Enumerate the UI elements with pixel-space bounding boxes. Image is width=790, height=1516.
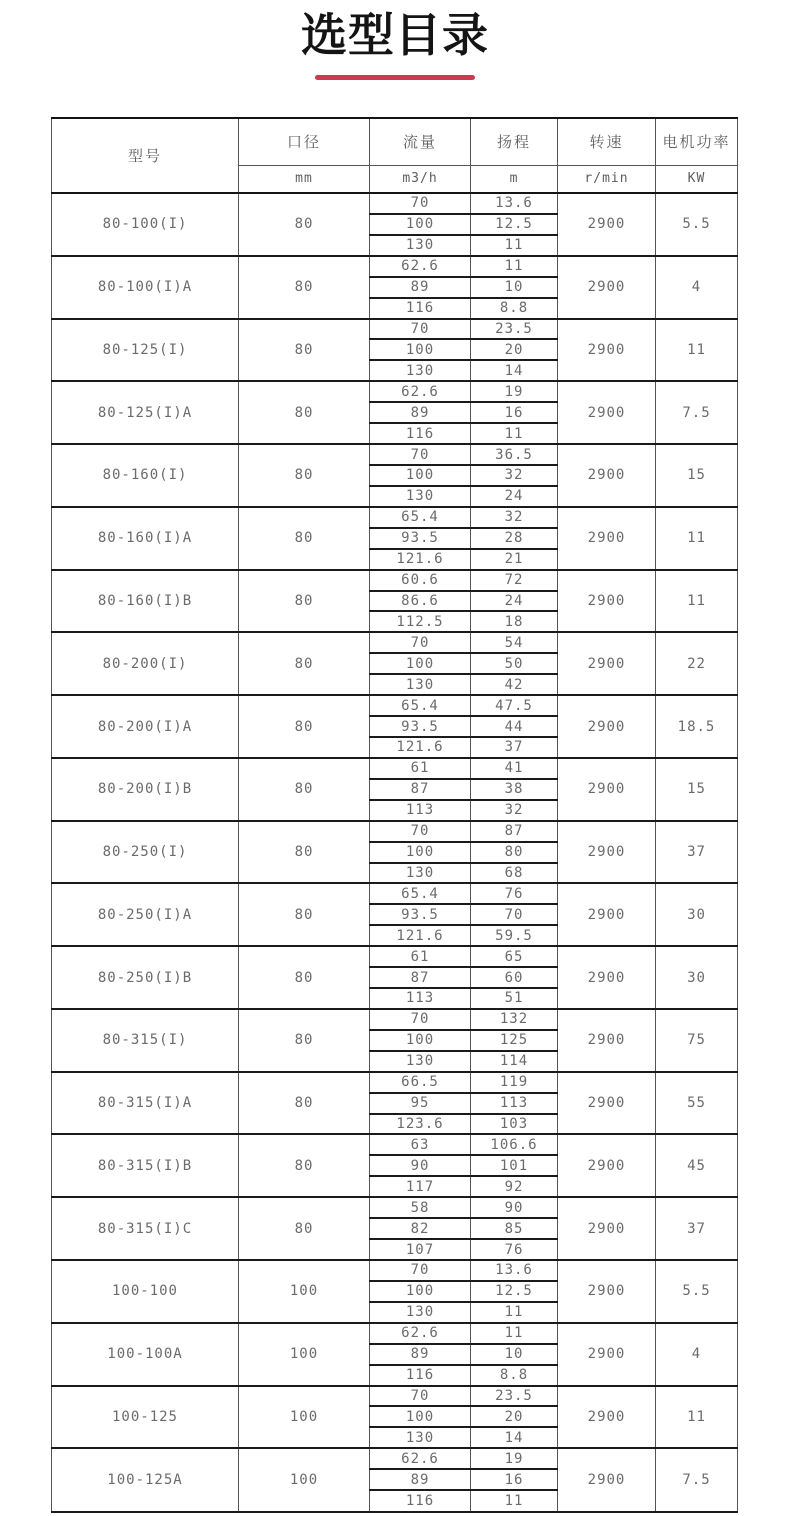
selection-catalog-table <box>51 117 738 1513</box>
head-cell: 28 <box>471 528 558 549</box>
speed-cell: 2900 <box>558 1448 656 1512</box>
diameter-cell: 80 <box>239 1197 370 1260</box>
head-cell: 87 <box>471 821 558 842</box>
speed-cell: 2900 <box>558 758 656 821</box>
flow-cell: 93.5 <box>370 716 471 737</box>
head-cell: 80 <box>471 842 558 863</box>
flow-cell: 89 <box>370 1344 471 1365</box>
head-cell: 21 <box>471 549 558 570</box>
table-row <box>52 1072 738 1093</box>
head-cell: 20 <box>471 1406 558 1427</box>
diameter-cell: 80 <box>239 758 370 821</box>
speed-cell: 2900 <box>558 1134 656 1197</box>
model-cell: 100-100A <box>52 1323 239 1386</box>
head-cell: 8.8 <box>471 1365 558 1386</box>
speed-cell: 2900 <box>558 821 656 884</box>
column-header-diameter: 口径 <box>239 118 370 165</box>
head-cell: 60 <box>471 967 558 988</box>
table-row <box>52 758 738 779</box>
flow-cell: 60.6 <box>370 570 471 591</box>
head-cell: 72 <box>471 570 558 591</box>
model-cell: 100-100 <box>52 1260 239 1323</box>
head-cell: 90 <box>471 1197 558 1218</box>
head-cell: 20 <box>471 339 558 360</box>
speed-cell: 2900 <box>558 319 656 382</box>
head-cell: 92 <box>471 1176 558 1197</box>
flow-cell: 70 <box>370 444 471 465</box>
flow-cell: 117 <box>370 1176 471 1197</box>
head-cell: 24 <box>471 486 558 507</box>
diameter-cell: 80 <box>239 1009 370 1072</box>
flow-cell: 112.5 <box>370 611 471 632</box>
flow-cell: 87 <box>370 779 471 800</box>
flow-cell: 121.6 <box>370 549 471 570</box>
power-cell: 7.5 <box>656 1448 738 1512</box>
unit-power: KW <box>656 165 738 193</box>
diameter-cell: 80 <box>239 946 370 1009</box>
table-row <box>52 193 738 214</box>
table-row <box>52 507 738 528</box>
flow-cell: 62.6 <box>370 1323 471 1344</box>
flow-cell: 66.5 <box>370 1072 471 1093</box>
power-cell: 22 <box>656 632 738 695</box>
diameter-cell: 80 <box>239 381 370 444</box>
head-cell: 103 <box>471 1114 558 1135</box>
head-cell: 36.5 <box>471 444 558 465</box>
flow-cell: 89 <box>370 1469 471 1490</box>
power-cell: 11 <box>656 507 738 570</box>
flow-cell: 61 <box>370 946 471 967</box>
flow-cell: 93.5 <box>370 904 471 925</box>
flow-cell: 100 <box>370 465 471 486</box>
model-cell: 80-160(I)A <box>52 507 239 570</box>
page-title: 选型目录 <box>301 8 489 62</box>
flow-cell: 62.6 <box>370 381 471 402</box>
power-cell: 37 <box>656 1197 738 1260</box>
head-cell: 101 <box>471 1155 558 1176</box>
speed-cell: 2900 <box>558 381 656 444</box>
head-cell: 113 <box>471 1093 558 1114</box>
speed-cell: 2900 <box>558 632 656 695</box>
head-cell: 70 <box>471 904 558 925</box>
flow-cell: 61 <box>370 758 471 779</box>
head-cell: 51 <box>471 988 558 1009</box>
power-cell: 30 <box>656 883 738 946</box>
head-cell: 10 <box>471 1344 558 1365</box>
head-cell: 12.5 <box>471 214 558 235</box>
diameter-cell: 80 <box>239 507 370 570</box>
speed-cell: 2900 <box>558 507 656 570</box>
power-cell: 30 <box>656 946 738 1009</box>
table-row <box>52 1386 738 1407</box>
unit-flow: m3/h <box>370 165 471 193</box>
model-cell: 80-160(I) <box>52 444 239 507</box>
table-row <box>52 883 738 904</box>
power-cell: 7.5 <box>656 381 738 444</box>
flow-cell: 82 <box>370 1218 471 1239</box>
diameter-cell: 80 <box>239 695 370 758</box>
head-cell: 47.5 <box>471 695 558 716</box>
model-cell: 80-125(I) <box>52 319 239 382</box>
model-cell: 80-100(I) <box>52 193 239 256</box>
flow-cell: 70 <box>370 1009 471 1030</box>
table-row <box>52 1323 738 1344</box>
model-cell: 100-125A <box>52 1448 239 1512</box>
model-cell: 80-315(I) <box>52 1009 239 1072</box>
model-cell: 80-200(I)B <box>52 758 239 821</box>
diameter-cell: 100 <box>239 1323 370 1386</box>
diameter-cell: 80 <box>239 883 370 946</box>
column-header-speed: 转速 <box>558 118 656 165</box>
diameter-cell: 100 <box>239 1448 370 1512</box>
flow-cell: 130 <box>370 1427 471 1448</box>
table-row <box>52 1197 738 1218</box>
diameter-cell: 80 <box>239 256 370 319</box>
head-cell: 125 <box>471 1030 558 1051</box>
power-cell: 75 <box>656 1009 738 1072</box>
power-cell: 4 <box>656 256 738 319</box>
model-cell: 80-250(I) <box>52 821 239 884</box>
speed-cell: 2900 <box>558 1323 656 1386</box>
diameter-cell: 80 <box>239 570 370 633</box>
flow-cell: 100 <box>370 842 471 863</box>
head-cell: 8.8 <box>471 298 558 319</box>
flow-cell: 70 <box>370 319 471 340</box>
unit-diameter: mm <box>239 165 370 193</box>
diameter-cell: 80 <box>239 632 370 695</box>
flow-cell: 65.4 <box>370 695 471 716</box>
head-cell: 18 <box>471 611 558 632</box>
flow-cell: 130 <box>370 360 471 381</box>
flow-cell: 121.6 <box>370 925 471 946</box>
table-header <box>52 118 738 193</box>
speed-cell: 2900 <box>558 1197 656 1260</box>
head-cell: 41 <box>471 758 558 779</box>
model-cell: 80-200(I) <box>52 632 239 695</box>
head-cell: 68 <box>471 863 558 884</box>
head-cell: 11 <box>471 1490 558 1512</box>
head-cell: 11 <box>471 1302 558 1323</box>
flow-cell: 70 <box>370 1260 471 1281</box>
head-cell: 132 <box>471 1009 558 1030</box>
speed-cell: 2900 <box>558 256 656 319</box>
column-header-power: 电机功率 <box>656 118 738 165</box>
head-cell: 23.5 <box>471 319 558 340</box>
head-cell: 54 <box>471 632 558 653</box>
flow-cell: 116 <box>370 1490 471 1512</box>
model-cell: 80-315(I)A <box>52 1072 239 1135</box>
power-cell: 4 <box>656 1323 738 1386</box>
model-cell: 80-315(I)B <box>52 1134 239 1197</box>
power-cell: 45 <box>656 1134 738 1197</box>
speed-cell: 2900 <box>558 1386 656 1449</box>
power-cell: 11 <box>656 1386 738 1449</box>
flow-cell: 113 <box>370 988 471 1009</box>
flow-cell: 130 <box>370 863 471 884</box>
head-cell: 19 <box>471 381 558 402</box>
flow-cell: 116 <box>370 423 471 444</box>
diameter-cell: 100 <box>239 1386 370 1449</box>
flow-cell: 130 <box>370 1302 471 1323</box>
model-cell: 80-160(I)B <box>52 570 239 633</box>
flow-cell: 65.4 <box>370 507 471 528</box>
flow-cell: 62.6 <box>370 1448 471 1469</box>
flow-cell: 116 <box>370 298 471 319</box>
head-cell: 16 <box>471 402 558 423</box>
head-cell: 37 <box>471 737 558 758</box>
flow-cell: 130 <box>370 674 471 695</box>
head-cell: 13.6 <box>471 193 558 214</box>
head-cell: 32 <box>471 800 558 821</box>
table-row <box>52 444 738 465</box>
diameter-cell: 80 <box>239 1134 370 1197</box>
table-row <box>52 632 738 653</box>
flow-cell: 70 <box>370 193 471 214</box>
flow-cell: 100 <box>370 1406 471 1427</box>
power-cell: 15 <box>656 444 738 507</box>
head-cell: 106.6 <box>471 1134 558 1155</box>
unit-speed: r/min <box>558 165 656 193</box>
table-row <box>52 256 738 277</box>
flow-cell: 87 <box>370 967 471 988</box>
column-header-flow: 流量 <box>370 118 471 165</box>
flow-cell: 121.6 <box>370 737 471 758</box>
flow-cell: 130 <box>370 486 471 507</box>
power-cell: 15 <box>656 758 738 821</box>
head-cell: 38 <box>471 779 558 800</box>
table-row <box>52 821 738 842</box>
flow-cell: 100 <box>370 339 471 360</box>
head-cell: 59.5 <box>471 925 558 946</box>
flow-cell: 70 <box>370 632 471 653</box>
speed-cell: 2900 <box>558 946 656 1009</box>
model-cell: 100-125 <box>52 1386 239 1449</box>
speed-cell: 2900 <box>558 1260 656 1323</box>
diameter-cell: 80 <box>239 821 370 884</box>
speed-cell: 2900 <box>558 883 656 946</box>
diameter-cell: 80 <box>239 193 370 256</box>
head-cell: 50 <box>471 653 558 674</box>
speed-cell: 2900 <box>558 570 656 633</box>
flow-cell: 65.4 <box>370 883 471 904</box>
table-row <box>52 1260 738 1281</box>
model-cell: 80-315(I)C <box>52 1197 239 1260</box>
power-cell: 55 <box>656 1072 738 1135</box>
head-cell: 76 <box>471 883 558 904</box>
flow-cell: 123.6 <box>370 1114 471 1135</box>
table-row <box>52 381 738 402</box>
header-name-row <box>52 118 738 165</box>
diameter-cell: 100 <box>239 1260 370 1323</box>
column-header-model: 型号 <box>52 118 239 193</box>
speed-cell: 2900 <box>558 444 656 507</box>
flow-cell: 113 <box>370 800 471 821</box>
speed-cell: 2900 <box>558 1009 656 1072</box>
head-cell: 114 <box>471 1051 558 1072</box>
table-row <box>52 1448 738 1469</box>
column-header-head: 扬程 <box>471 118 558 165</box>
model-cell: 80-200(I)A <box>52 695 239 758</box>
head-cell: 42 <box>471 674 558 695</box>
flow-cell: 107 <box>370 1239 471 1260</box>
flow-cell: 116 <box>370 1365 471 1386</box>
head-cell: 19 <box>471 1448 558 1469</box>
power-cell: 37 <box>656 821 738 884</box>
flow-cell: 62.6 <box>370 256 471 277</box>
head-cell: 12.5 <box>471 1281 558 1302</box>
speed-cell: 2900 <box>558 1072 656 1135</box>
flow-cell: 100 <box>370 214 471 235</box>
model-cell: 80-125(I)A <box>52 381 239 444</box>
head-cell: 85 <box>471 1218 558 1239</box>
head-cell: 14 <box>471 360 558 381</box>
flow-cell: 89 <box>370 402 471 423</box>
head-cell: 13.6 <box>471 1260 558 1281</box>
diameter-cell: 80 <box>239 444 370 507</box>
speed-cell: 2900 <box>558 193 656 256</box>
flow-cell: 93.5 <box>370 528 471 549</box>
model-cell: 80-250(I)A <box>52 883 239 946</box>
flow-cell: 100 <box>370 1030 471 1051</box>
head-cell: 44 <box>471 716 558 737</box>
model-cell: 80-100(I)A <box>52 256 239 319</box>
model-cell: 80-250(I)B <box>52 946 239 1009</box>
flow-cell: 90 <box>370 1155 471 1176</box>
head-cell: 11 <box>471 256 558 277</box>
power-cell: 5.5 <box>656 193 738 256</box>
table-row <box>52 695 738 716</box>
head-cell: 24 <box>471 591 558 612</box>
power-cell: 5.5 <box>656 1260 738 1323</box>
table-row <box>52 319 738 340</box>
power-cell: 18.5 <box>656 695 738 758</box>
flow-cell: 70 <box>370 1386 471 1407</box>
table-row <box>52 1134 738 1155</box>
head-cell: 11 <box>471 1323 558 1344</box>
flow-cell: 130 <box>370 1051 471 1072</box>
diameter-cell: 80 <box>239 1072 370 1135</box>
head-cell: 11 <box>471 423 558 444</box>
flow-cell: 130 <box>370 235 471 256</box>
head-cell: 10 <box>471 277 558 298</box>
diameter-cell: 80 <box>239 319 370 382</box>
flow-cell: 95 <box>370 1093 471 1114</box>
catalog-table-body <box>52 193 738 1512</box>
flow-cell: 86.6 <box>370 591 471 612</box>
head-cell: 11 <box>471 235 558 256</box>
flow-cell: 70 <box>370 821 471 842</box>
flow-cell: 63 <box>370 1134 471 1155</box>
power-cell: 11 <box>656 570 738 633</box>
power-cell: 11 <box>656 319 738 382</box>
flow-cell: 89 <box>370 277 471 298</box>
table-row <box>52 570 738 591</box>
head-cell: 119 <box>471 1072 558 1093</box>
unit-head: m <box>471 165 558 193</box>
table-row <box>52 1009 738 1030</box>
head-cell: 23.5 <box>471 1386 558 1407</box>
head-cell: 32 <box>471 507 558 528</box>
head-cell: 65 <box>471 946 558 967</box>
title-underline-accent <box>315 75 475 80</box>
flow-cell: 100 <box>370 1281 471 1302</box>
flow-cell: 58 <box>370 1197 471 1218</box>
head-cell: 14 <box>471 1427 558 1448</box>
table-row <box>52 946 738 967</box>
head-cell: 16 <box>471 1469 558 1490</box>
flow-cell: 100 <box>370 653 471 674</box>
head-cell: 32 <box>471 465 558 486</box>
speed-cell: 2900 <box>558 695 656 758</box>
head-cell: 76 <box>471 1239 558 1260</box>
